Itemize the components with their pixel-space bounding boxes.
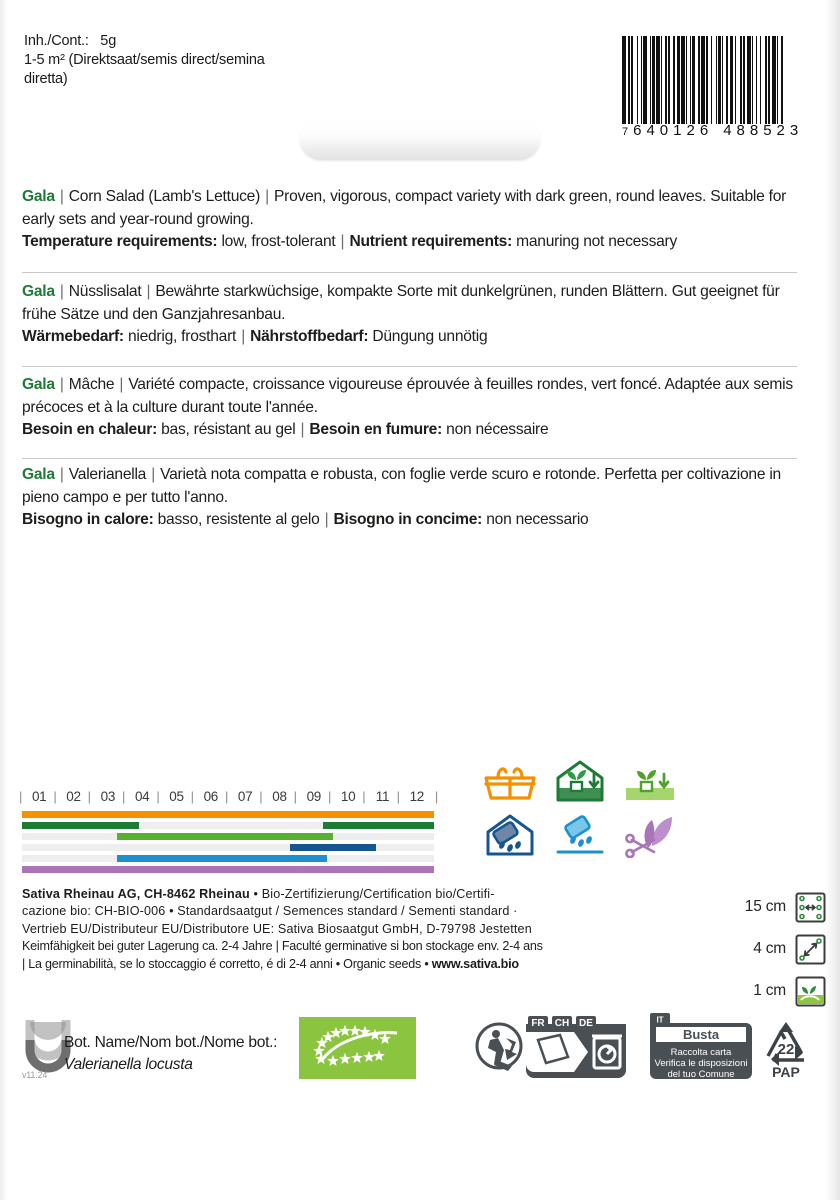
description-fr: Variété compacte, croissance vigoureuse éprouvée à feuilles rondes, vert foncé. Adaptée aux semis précoces et à la culture durant toute l'année. — [22, 376, 793, 416]
outdoor-planting-icon — [618, 758, 682, 804]
variety-name-de: Gala — [22, 283, 55, 300]
calendar-segment — [290, 844, 377, 851]
nutrient-req-value-it: non necessario — [486, 511, 589, 528]
common-name-it: Valerianella — [68, 466, 147, 483]
pap-number: 22 — [777, 1041, 795, 1058]
eu-star — [339, 1053, 351, 1064]
calendar-month-08: | 08 — [262, 789, 296, 804]
calendar-month-06: | 06 — [194, 789, 228, 804]
variety-name-fr: Gala — [22, 376, 55, 393]
greenhouse-sowing-icon — [478, 812, 542, 858]
eu-star — [349, 1025, 361, 1036]
calendar-month-04: | 04 — [125, 789, 159, 804]
botanical-name — [64, 1032, 277, 1076]
common-name-fr: Mâche — [68, 376, 115, 393]
seed-tray-precultivation-icon — [478, 758, 542, 804]
it-tab-label: IT — [656, 1015, 664, 1025]
nutrient-req-value-de: Düngung unnötig — [372, 328, 488, 345]
nutrient-req-value-en: manuring not necessary — [516, 233, 678, 250]
description-it: Varietà nota compatta e robusta, con foglie verde scuro e rotonde. Perfetta per coltivazione in pieno campo e per tutto l'anno. — [22, 466, 781, 506]
pap-label: PAP — [772, 1064, 800, 1080]
content-label: Inh./Cont.: — [24, 33, 89, 49]
eu-star — [351, 1052, 363, 1063]
eu-star — [339, 1025, 351, 1036]
lang-it-description-line: Gala | Valerianella | Varietà nota compatta e robusta, con foglie verde scuro e rotonde. Perfetta per coltivazione in pieno campo e per tutto l'anno. — [22, 466, 781, 506]
lang-de-requirements: Wärmebedarf: niedrig, frosthart | Nährstoffbedarf: Düngung unnötig — [22, 328, 488, 345]
barcode-digits — [622, 122, 822, 139]
footer-line-1 — [22, 886, 677, 903]
calendar-month-05: | 05 — [159, 789, 193, 804]
botanical-name-value: Valerianella locusta — [64, 1056, 193, 1073]
botanical-name-label: Bot. Name/Nom bot./Nome bot.: — [64, 1034, 278, 1051]
lang-block-fr — [22, 374, 797, 442]
barcode-group-1: 640126 — [633, 122, 714, 139]
busta-title: Busta — [682, 1027, 720, 1042]
barcode-bar — [783, 36, 787, 124]
calendar-month-03: | 03 — [91, 789, 125, 804]
it-line-3: del tuo Comune — [667, 1069, 735, 1080]
website-link[interactable]: www.sativa.bio — [431, 956, 519, 971]
barcode-bars — [622, 36, 818, 124]
footer-line-5 — [22, 956, 677, 973]
variety-name-en: Gala — [22, 188, 55, 205]
temp-req-value-en: low, frost-tolerant — [221, 233, 336, 250]
country-tab-ch: CH — [554, 1018, 570, 1029]
row-distance-label: 15 cm — [744, 898, 786, 915]
temp-req-label-de: Wärmebedarf: — [22, 328, 124, 345]
spacing-requirements — [716, 886, 826, 1012]
calendar-month-01: | 01 — [22, 789, 56, 804]
sowing-depth-row — [716, 970, 826, 1012]
calendar-month-07: | 07 — [228, 789, 262, 804]
divider-3 — [22, 458, 797, 459]
calendar-row-direct-sowing — [22, 855, 434, 862]
lang-en-description-line: Gala | Corn Salad (Lamb's Lettuce) | Proven, vigorous, compact variety with dark green, round leaves. Suitable for early sets and year-round growing. — [22, 188, 787, 228]
plant-distance-label: 4 cm — [753, 940, 786, 957]
eu-star — [379, 1033, 391, 1044]
divider-2 — [22, 366, 797, 367]
calendar-segment — [117, 855, 327, 862]
content-value: 5g — [100, 33, 117, 49]
calendar-month-10: | 10 — [331, 789, 365, 804]
plant-distance-icon — [795, 934, 826, 965]
divider-1 — [22, 272, 797, 273]
area-line-1: 1-5 m² (Direktsaat/semis direct/semina — [24, 52, 265, 68]
calendar-month-12: | 12 | — [400, 789, 434, 804]
content-info — [24, 32, 424, 89]
calendar-tracks — [22, 811, 434, 873]
variety-name-it: Gala — [22, 466, 55, 483]
eu-star — [327, 1055, 339, 1066]
temp-req-value-fr: bas, résistant au gel — [161, 421, 296, 438]
cultivation-pictograms — [478, 758, 688, 858]
greenhouse-planting-icon — [548, 758, 612, 804]
cultivation-calendar — [22, 789, 434, 877]
calendar-month-09: | 09 — [297, 789, 331, 804]
temp-req-label-it: Bisogno in calore: — [22, 511, 154, 528]
calendar-segment — [117, 833, 333, 840]
country-tab-de: DE — [579, 1018, 593, 1029]
calendar-segment — [22, 822, 139, 829]
eu-organic-leaf-logo — [299, 1017, 416, 1079]
row-distance-row — [716, 886, 826, 928]
manufacturer-info — [22, 886, 677, 973]
calendar-segment — [323, 822, 434, 829]
footer-line-2: cazione bio: CH-BIO-006 • Standardsaatgut / Semences standard / Sementi standard · — [22, 904, 518, 919]
area-line-2: diretta) — [24, 71, 68, 87]
nutrient-req-label-fr: Besoin en fumure: — [309, 421, 443, 438]
calendar-row-harvest-outdoor — [22, 811, 434, 818]
row-distance-icon — [795, 892, 826, 923]
common-name-de: Nüsslisalat — [68, 283, 142, 300]
footer-line-3: Vertrieb EU/Distributeur EU/Distributore UE: Sativa Biosaatgut GmbH, D-79798 Jestetten — [22, 921, 532, 936]
calendar-row-sowing-greenhouse-period — [22, 822, 434, 829]
harvest-scissors-icon — [618, 812, 682, 858]
description-de: Bewährte starkwüchsige, kompakte Sorte mit dunkelgrünen, runden Blättern. Gut geeignet für frühe Sätze und den Ganzjahresanbau. — [22, 283, 780, 323]
eu-star — [363, 1051, 375, 1062]
lang-block-de — [22, 281, 797, 349]
calendar-row-sowing-indoor — [22, 844, 434, 851]
lang-fr-requirements: Besoin en chaleur: bas, résistant au gel | Besoin en fumure: non nécessaire — [22, 421, 549, 438]
plant-distance-row — [716, 928, 826, 970]
calendar-month-11: | 11 — [365, 789, 399, 804]
footer-line-4: Keimfähigkeit bei guter Lagerung ca. 2-4 Jahre | Faculté germinative si bon stockage env. 2-4 ans — [22, 939, 543, 954]
calendar-segment — [22, 866, 434, 873]
sowing-depth-label: 1 cm — [753, 982, 786, 999]
nutrient-req-label-de: Nährstoffbedarf: — [250, 328, 369, 345]
tear-strip-pill — [300, 118, 540, 160]
temp-req-label-fr: Besoin en chaleur: — [22, 421, 158, 438]
country-tab-fr: FR — [531, 1018, 545, 1029]
calendar-row-planting-outdoor — [22, 833, 434, 840]
nutrient-req-label-it: Bisogno in concime: — [333, 511, 483, 528]
version-label: v11.24 — [22, 1070, 48, 1080]
sowing-depth-icon — [795, 976, 826, 1007]
lang-block-it — [22, 464, 797, 532]
it-line-2: Verifica le disposizioni — [654, 1058, 748, 1069]
lang-block-en — [22, 186, 797, 254]
company-name: Sativa Rheinau AG, CH-8462 Rheinau — [22, 887, 250, 901]
calendar-month-02: | 02 — [56, 789, 90, 804]
recycling-icons — [474, 1010, 644, 1082]
nutrient-req-label-en: Nutrient requirements: — [349, 233, 513, 250]
temp-req-value-it: basso, resistente al gelo — [157, 511, 320, 528]
direct-sowing-icon — [548, 812, 612, 858]
temp-req-value-de: niedrig, frosthart — [127, 328, 237, 345]
lang-it-requirements: Bisogno in calore: basso, resistente al gelo | Bisogno in concime: non necessario — [22, 511, 589, 528]
lang-de-description-line: Gala | Nüsslisalat | Bewährte starkwüchsige, kompakte Sorte mit dunkelgrünen, runden Blättern. Gut geeignet für frühe Sätze und den Ganzjahresanbau. — [22, 283, 780, 323]
footer-line-1-rest: • Bio-Zertifizierung/Certification bio/Certifi- — [249, 887, 495, 901]
description-en: Proven, vigorous, compact variety with dark green, round leaves. Suitable for early sets and year-round growing. — [22, 188, 787, 228]
it-line-1: Raccolta carta — [670, 1047, 732, 1058]
eu-star — [373, 1050, 385, 1061]
pap-recycling-icon — [757, 1020, 815, 1082]
italian-disposal-label — [650, 1013, 754, 1090]
common-name-en: Corn Salad (Lamb's Lettuce) — [68, 188, 261, 205]
nutrient-req-value-fr: non nécessaire — [446, 421, 549, 438]
calendar-row-harvest-period — [22, 866, 434, 873]
footer-line-5-pre: | La germinabilità, se lo stoccaggio é corretto, é di 2-4 anni • Organic seeds • — [22, 956, 432, 971]
lang-en-requirements: Temperature requirements: low, frost-tolerant | Nutrient requirements: manuring not necessary — [22, 233, 678, 250]
lang-fr-description-line: Gala | Mâche | Variété compacte, croissance vigoureuse éprouvée à feuilles rondes, vert foncé. Adaptée aux semis précoces et à la culture durant toute l'année. — [22, 376, 793, 416]
calendar-month-labels — [22, 789, 434, 804]
barcode-group-2: 488523 — [723, 122, 804, 139]
calendar-segment — [22, 811, 434, 818]
temp-req-label-en: Temperature requirements: — [22, 233, 218, 250]
barcode-lead-digit: 7 — [622, 126, 629, 138]
